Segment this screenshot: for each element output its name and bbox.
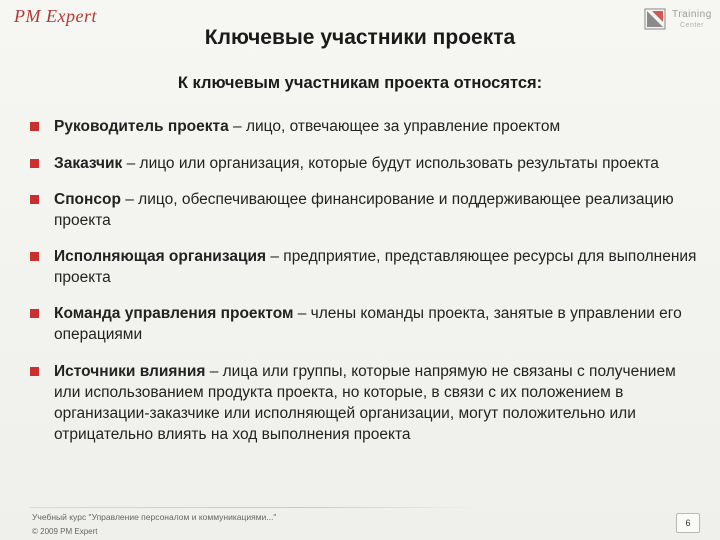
item-term: Источники влияния [54, 363, 206, 380]
participants-list [30, 116, 700, 445]
list-item [30, 361, 700, 445]
item-term: Руководитель проекта [54, 118, 229, 135]
pm-expert-logo: PM Expert [14, 6, 97, 26]
item-text: – члены команды проекта, занятые в управлении его операциями [54, 305, 682, 343]
item-term: Спонсор [54, 191, 121, 208]
list-item [30, 153, 700, 174]
slide-subtitle: К ключевым участникам проекта относятся: [177, 74, 543, 92]
square-bullet-icon [30, 309, 39, 318]
item-text: – лицо или организация, которые будут использовать результаты проекта [122, 155, 659, 172]
square-bullet-icon [30, 159, 39, 168]
footer-copyright: © 2009 PM Expert [32, 527, 98, 536]
training-logo-subtext: Center [680, 22, 705, 29]
item-text: – лицо, отвечающее за управление проектом [228, 118, 561, 135]
item-text: – предприятие, представляющее ресурсы для выполнения проекта [54, 248, 697, 286]
slide-title: Ключевые участники проекта [204, 26, 516, 49]
item-term: Команда управления проектом [54, 305, 294, 322]
square-bullet-icon [30, 252, 39, 261]
item-term: Заказчик [54, 155, 123, 172]
list-item [30, 303, 700, 345]
item-text: – лицо, обеспечивающее финансирование и поддерживающее реализацию проекта [54, 191, 674, 229]
training-logo-text: Training [672, 9, 712, 20]
square-bullet-icon [30, 122, 39, 131]
list-item [30, 246, 700, 288]
list-item [30, 116, 700, 137]
item-text: – лица или группы, которые напрямую не связаны с получением или использованием продукта проекта, но которые, в связи с их положением в организации-заказчике или исполняющей организации, могут положительно или отрицательно влиять на ход выполнения проекта [54, 363, 676, 443]
list-item [30, 189, 700, 231]
item-term: Исполняющая организация [54, 248, 267, 265]
square-bullet-icon [30, 195, 39, 204]
square-bullet-icon [30, 367, 39, 376]
footer-divider [30, 507, 480, 508]
footer-course-name: Учебный курс "Управление персоналом и коммуникациями..." [32, 512, 277, 522]
page-number: 6 [676, 513, 700, 533]
